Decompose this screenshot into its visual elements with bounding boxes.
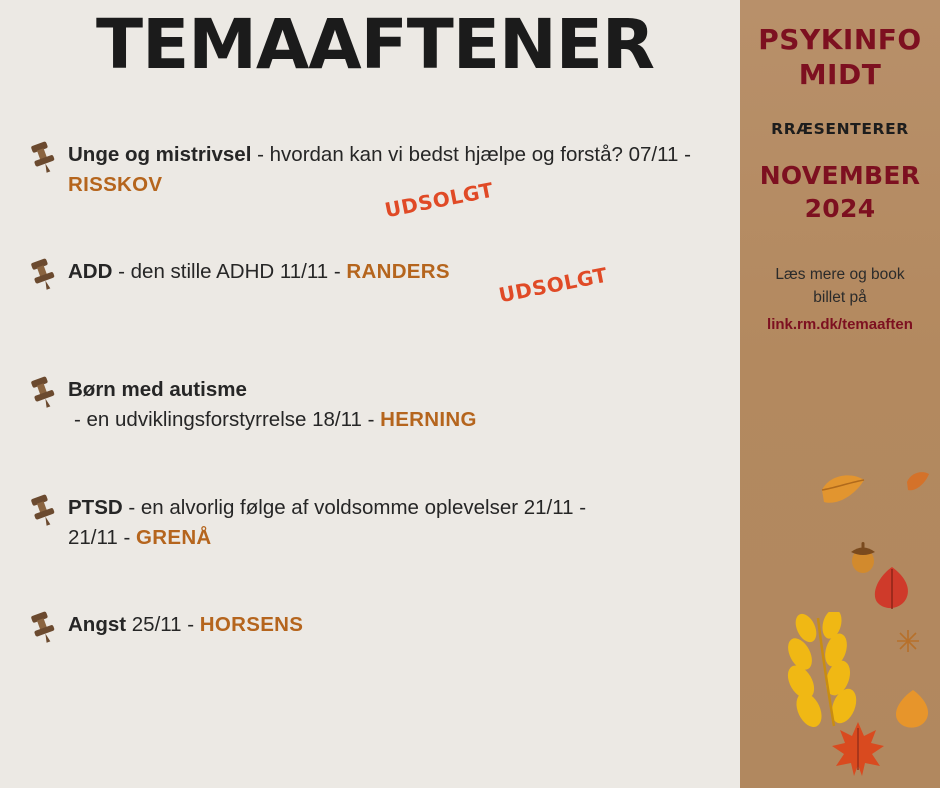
event-detail: - hvordan kan vi bedst hjælpe og forstå? 07/11 - xyxy=(251,143,691,166)
event-location: RANDERS xyxy=(346,260,450,284)
poster-sidebar xyxy=(740,0,940,788)
pushpin-icon xyxy=(26,610,60,644)
event-text xyxy=(68,140,740,199)
year-label: 2024 xyxy=(804,193,876,223)
event-title: Unge og mistrivsel xyxy=(68,143,252,166)
leaf-icon xyxy=(895,628,921,659)
event-location: GRENÅ xyxy=(136,525,212,549)
leaf-icon xyxy=(776,612,884,737)
event-title: Børn med autisme xyxy=(68,378,247,402)
leaf-icon xyxy=(905,468,931,499)
leaf-icon xyxy=(870,565,914,618)
event-location: HERNING xyxy=(380,408,477,432)
list-item xyxy=(0,610,740,668)
month-label: NOVEMBER xyxy=(759,161,921,190)
pushpin-icon xyxy=(26,493,60,527)
event-detail: - en udviklingsforstyrrelse 18/11 - xyxy=(74,408,381,432)
status-badge: UDSOLGT xyxy=(382,177,496,223)
event-detail: 25/11 - xyxy=(126,613,200,637)
acorn-icon xyxy=(848,540,878,579)
event-text xyxy=(68,257,740,287)
list-item xyxy=(0,375,740,434)
event-title: Angst xyxy=(68,613,127,637)
maple-leaf-icon xyxy=(828,718,888,783)
event-title: PTSD xyxy=(68,495,123,519)
event-detail: - en alvorlig følge af voldsomme oplevelser 21/11 - xyxy=(122,495,587,519)
list-item xyxy=(0,257,740,315)
event-detail: - den stille ADHD 11/11 - xyxy=(112,260,347,284)
booking-link[interactable]: link.rm.dk/temaaften xyxy=(767,315,913,333)
event-location: RISSKOV xyxy=(68,172,163,196)
presents-label: RRÆSENTERER xyxy=(771,120,909,138)
event-list xyxy=(0,140,740,720)
leaf-icon xyxy=(818,470,868,515)
list-item xyxy=(0,493,740,552)
date-block xyxy=(740,160,940,225)
event-text-second-line xyxy=(68,405,477,435)
brand-name xyxy=(740,22,940,92)
pushpin-icon xyxy=(26,140,60,174)
booking-line-2: billet på xyxy=(813,289,867,307)
pushpin-icon xyxy=(26,257,60,291)
event-location: HORSENS xyxy=(199,613,304,637)
event-text xyxy=(68,610,740,640)
list-item xyxy=(0,140,740,223)
pushpin-icon xyxy=(26,375,60,409)
event-text xyxy=(68,375,740,405)
booking-info xyxy=(740,263,940,336)
status-badge: UDSOLGT xyxy=(496,263,610,308)
event-title: ADD xyxy=(68,260,113,284)
event-text xyxy=(68,493,740,523)
brand-line-1: PSYKINFO xyxy=(758,23,922,56)
event-text-second-line xyxy=(68,523,740,553)
booking-line-1: Læs mere og book xyxy=(775,266,905,283)
brand-line-2: MIDT xyxy=(798,58,882,91)
page-title: TEMAAFTENER xyxy=(96,5,655,85)
leaf-icon xyxy=(892,688,934,737)
event-date: 21/11 - xyxy=(68,525,136,549)
